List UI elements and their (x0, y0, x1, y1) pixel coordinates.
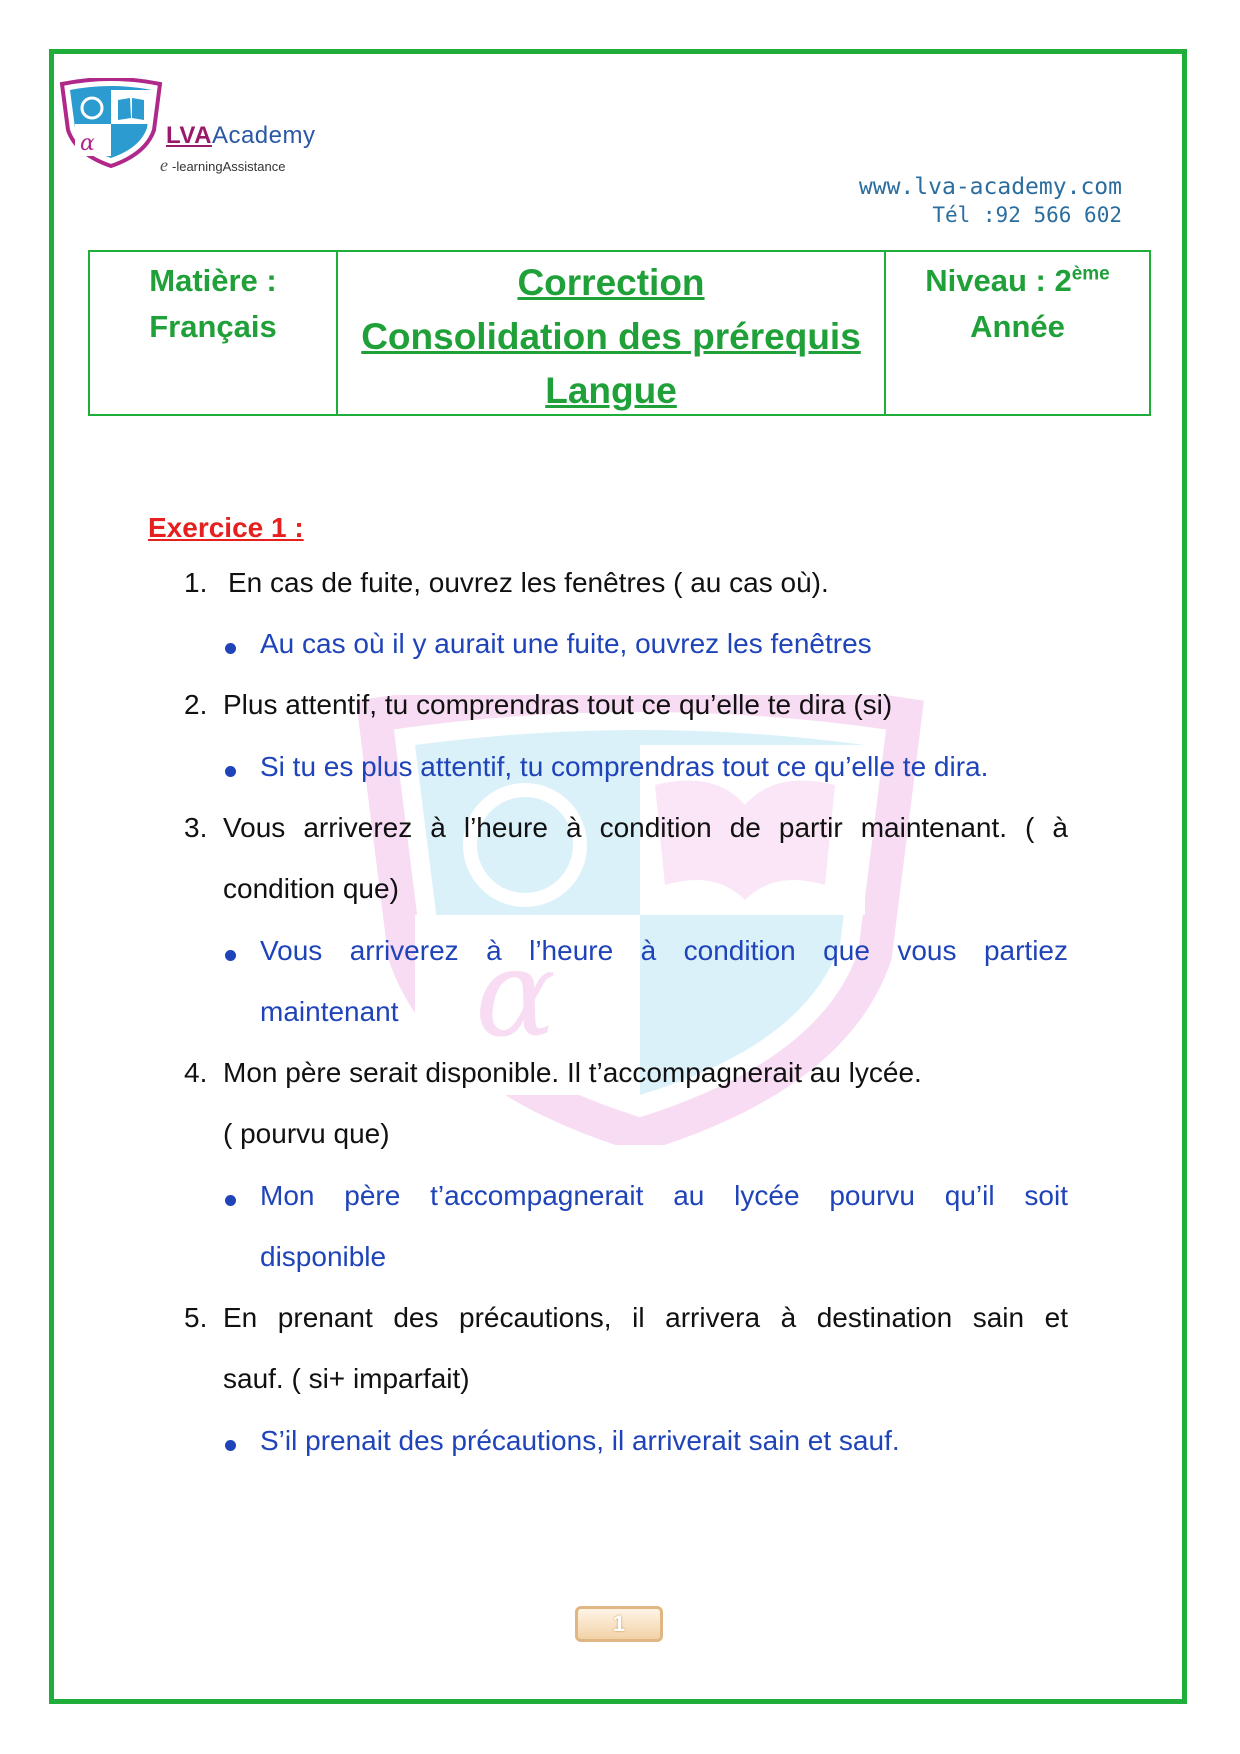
level-sup: ème (1071, 263, 1110, 285)
item-question: Vous arriverez à l’heure à condition de partir maintenant. ( à (223, 812, 1068, 843)
item-number: 4. (184, 1057, 208, 1088)
contact-info (859, 173, 1122, 229)
level-cell (886, 252, 1149, 414)
item-question: Plus attentif, tu comprendras tout ce qu’elle te dira (si) (223, 689, 893, 720)
item-answer: Vous arriverez à l’heure à condition que vous partiez (260, 935, 1068, 966)
bullet-icon (225, 1195, 236, 1206)
item-number: 1. (184, 567, 208, 598)
title-cell (338, 252, 886, 414)
page-number: 1 (575, 1606, 663, 1642)
item-question-cont: condition que) (223, 873, 399, 904)
title-langue: Langue (545, 370, 677, 411)
item-number: 3. (184, 812, 208, 843)
website-link[interactable]: www.lva-academy.com (858, 174, 1122, 200)
header-table (88, 250, 1151, 416)
bullet-icon (225, 950, 236, 961)
item-answer: Mon père t’accompagnerait au lycée pourvu qu’il soit (260, 1180, 1068, 1211)
exercise-title: Exercice 1 : (148, 512, 304, 543)
item-question-cont: sauf. ( si+ imparfait) (223, 1363, 470, 1394)
brand-sub-text: -learningAssistance (172, 159, 286, 174)
brand-tagline (160, 155, 285, 176)
svg-text:α: α (80, 131, 95, 156)
item-answer-cont: maintenant (260, 996, 399, 1027)
item-answer: Au cas où il y aurait une fuite, ouvrez les fenêtres (260, 628, 872, 659)
lva-academy-logo (58, 78, 164, 168)
bullet-icon (225, 766, 236, 777)
brand-e: e (160, 155, 168, 175)
svg-text:α: α (475, 925, 557, 1064)
title-consolidation: Consolidation des prérequis (361, 316, 861, 357)
level-prefix: Niveau : 2 (925, 263, 1072, 298)
subject-value: Français (149, 309, 277, 344)
item-answer: Si tu es plus attentif, tu comprendras tout ce qu’elle te dira. (260, 751, 989, 782)
item-number: 5. (184, 1302, 208, 1333)
brand-lva: LVA (166, 122, 212, 149)
item-answer-cont: disponible (260, 1241, 387, 1272)
bullet-icon (225, 643, 236, 654)
item-question-cont: ( pourvu que) (223, 1118, 390, 1149)
brand-name (166, 122, 315, 150)
subject-cell (90, 252, 338, 414)
item-answer: S’il prenait des précautions, il arriverait sain et sauf. (260, 1425, 900, 1456)
item-question: En prenant des précautions, il arrivera à destination sain et (223, 1302, 1068, 1333)
bullet-icon (225, 1440, 236, 1451)
subject-label: Matière : (149, 263, 277, 298)
title-correction: Correction (517, 262, 705, 303)
brand-academy: Academy (211, 122, 316, 149)
phone-number: Tél :92 566 602 (932, 203, 1122, 227)
item-question: Mon père serait disponible. Il t’accompagnerait au lycée. (223, 1057, 922, 1088)
level-label (886, 258, 1149, 304)
item-number: 2. (184, 689, 208, 720)
item-question: En cas de fuite, ouvrez les fenêtres ( au cas où). (228, 567, 829, 598)
level-year: Année (970, 309, 1065, 344)
